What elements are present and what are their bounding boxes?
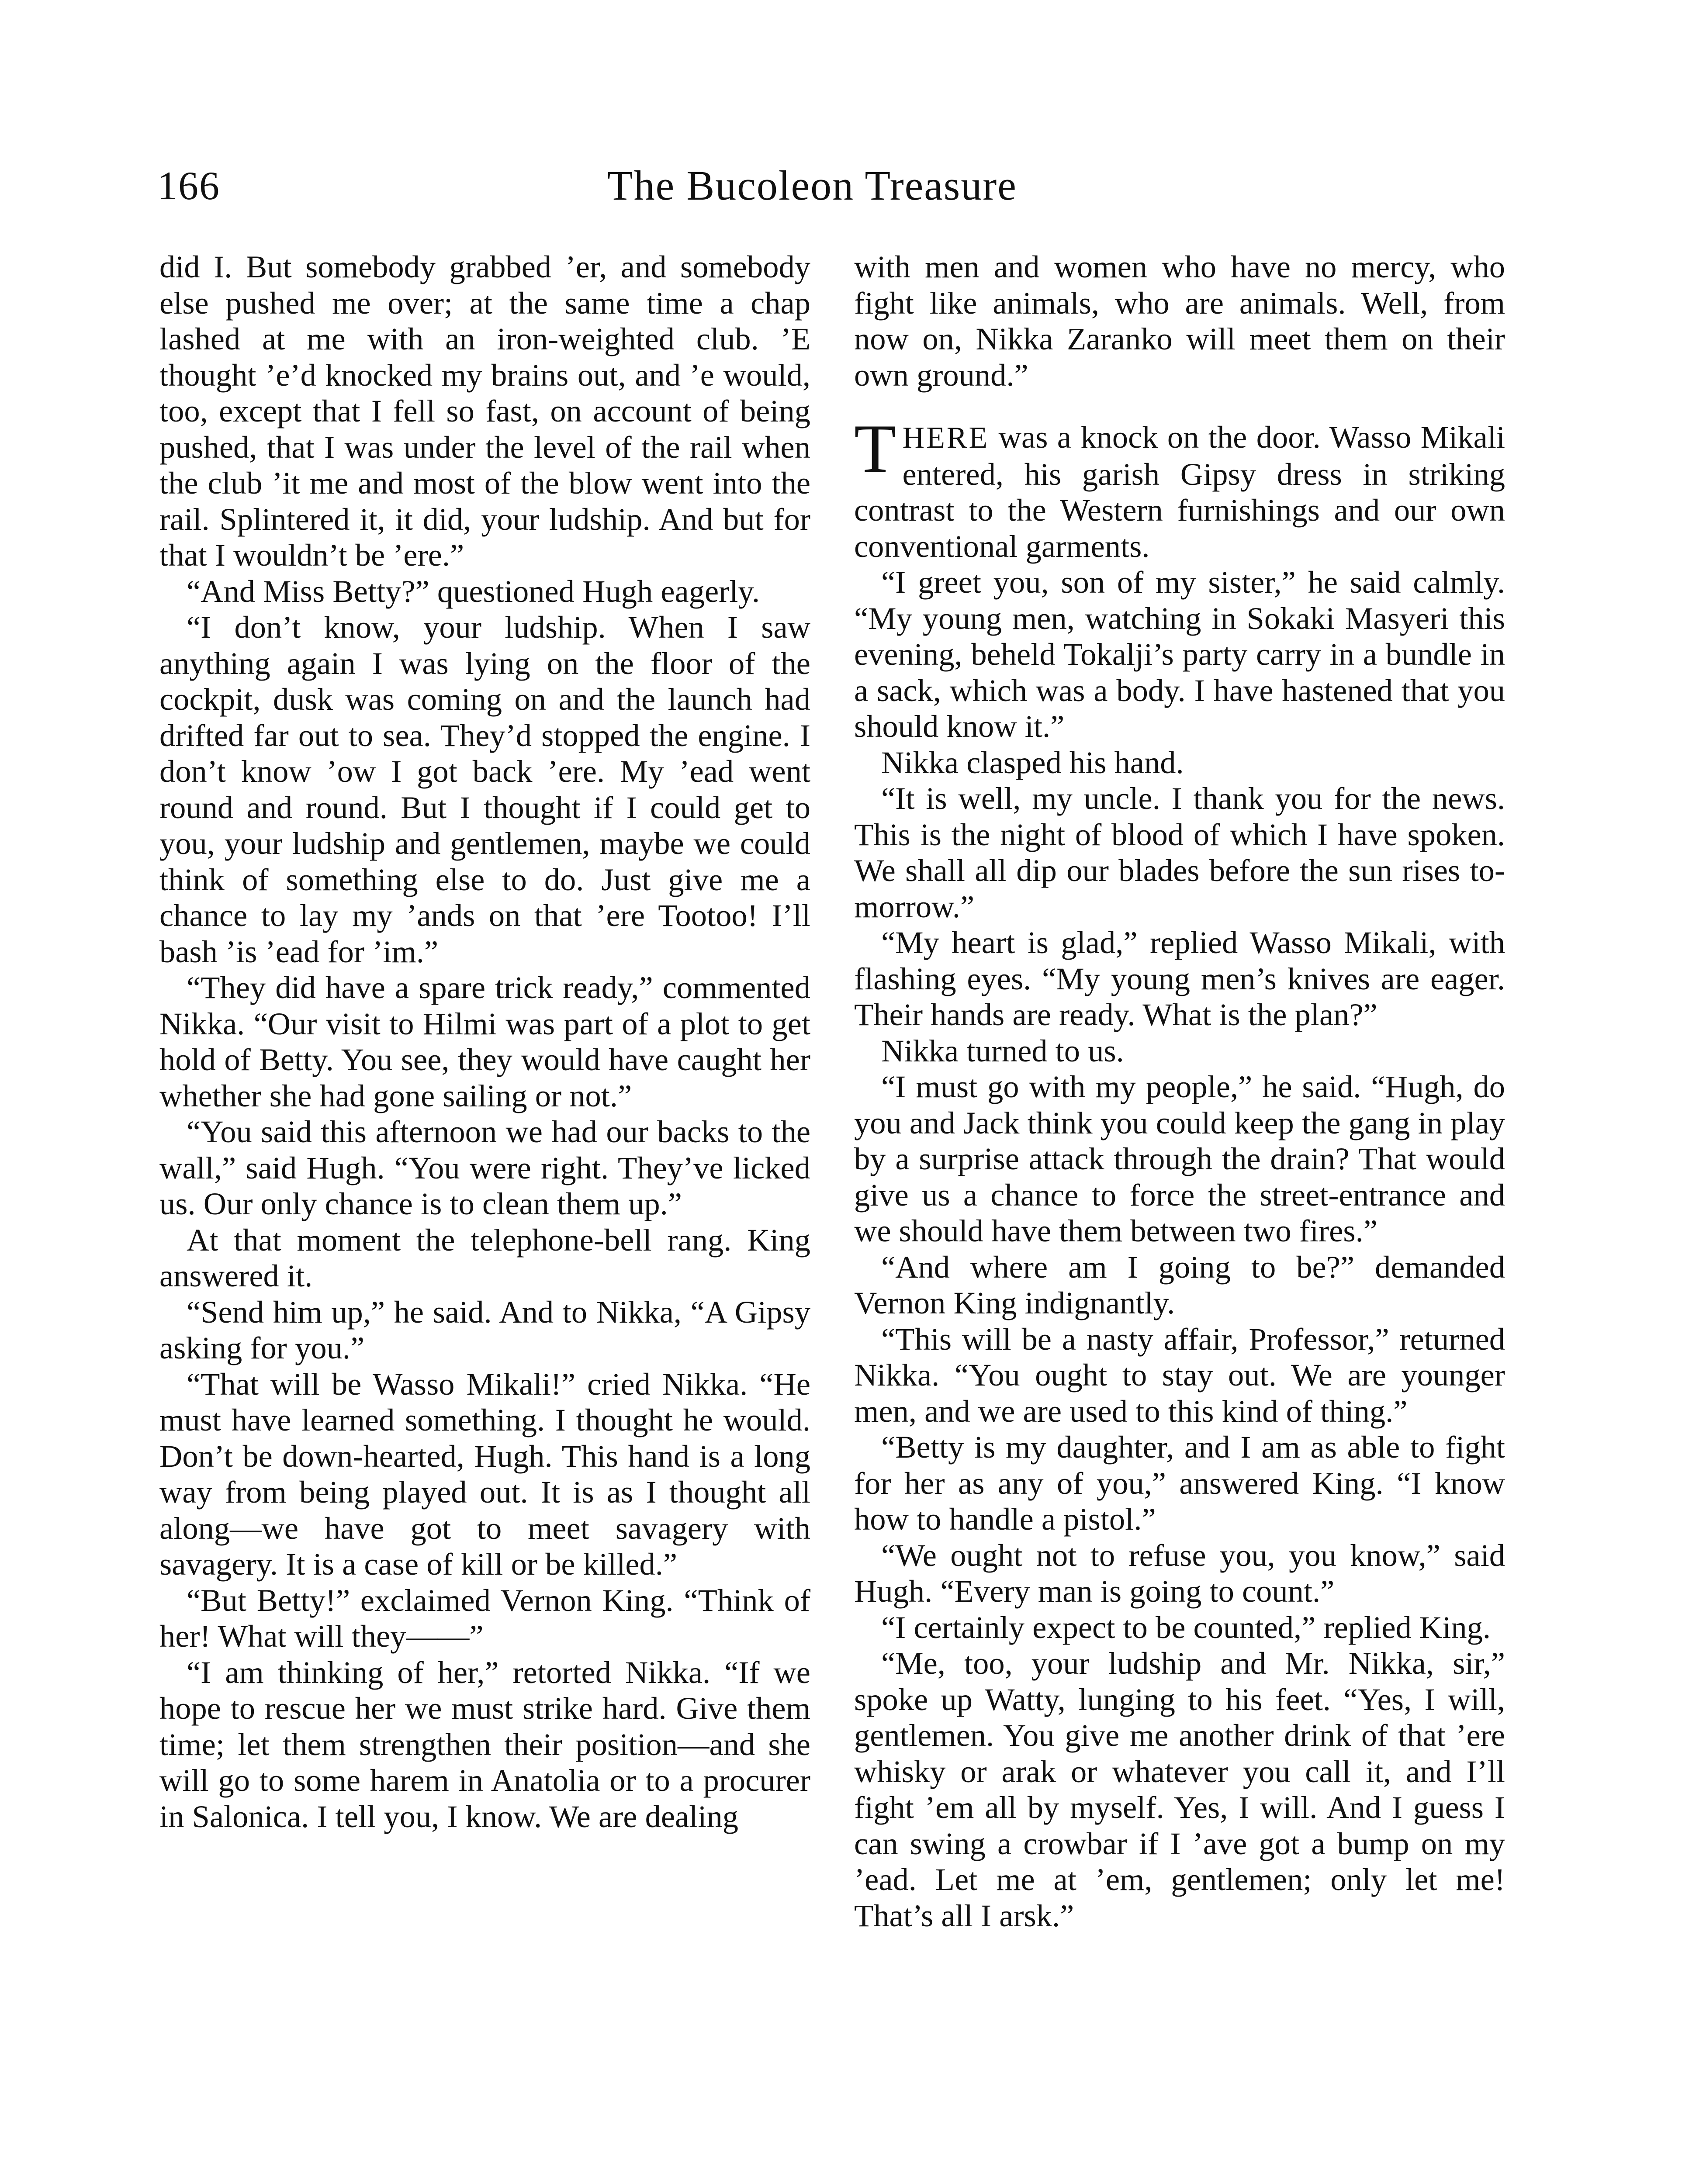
page-header (157, 155, 1079, 216)
paragraph: “My heart is glad,” replied Wasso Mikali, with flashing eyes. “My young men’s knives are eager. Their hands are ready. What is the plan?” (854, 925, 1505, 1032)
paragraph: “And Miss Betty?” questioned Hugh eagerly. (187, 573, 760, 609)
paragraph: “And where am I going to be?” demanded Vernon King indignantly. (854, 1249, 1505, 1320)
drop-cap: T (854, 411, 896, 487)
paragraph: “You said this afternoon we had our backs to the wall,” said Hugh. “You were right. They’ve licked us. Our only chance is to clean them up.” (159, 1114, 810, 1221)
section-opening-text: was a knock on the door. Wasso Mikali entered, his garish Gipsy dress in striking contrast to the Western furnishings and our own conventional garments. (854, 419, 1505, 564)
paragraph: with men and women who have no mercy, who fight like animals, who are animals. Well, from now on, Nikka Zaranko will meet them on their own ground.” (854, 249, 1505, 393)
paragraph: did I. But somebody grabbed ’er, and somebody else pushed me over; at the same time a chap lashed at me with an iron-weighted club. ’E thought ’e’d knocked my brains out, and ’e would, too, except that I fell so fast, on account of being pushed, that I was under the level of the rail when the club ’it me and most of the blow went into the rail. Splintered it, it did, your ludship. And but for that I wouldn’t be ’ere.” (159, 249, 810, 573)
left-column (159, 249, 810, 2184)
paragraph: “But Betty!” exclaimed Vernon King. “Think of her! What will they——” (159, 1582, 810, 1654)
paragraph: “I certainly expect to be counted,” replied King. (881, 1609, 1491, 1645)
paragraph: “I must go with my people,” he said. “Hugh, do you and Jack think you could keep the gang in play by a surprise attack through the drain? That would give us a chance to force the street-entrance and we should have them between two fires.” (854, 1069, 1505, 1248)
paragraph: Nikka clasped his hand. (881, 744, 1184, 780)
paragraph: “Betty is my daughter, and I am as able to fight for her as any of you,” answered King. “I know how to handle a pistol.” (854, 1429, 1505, 1537)
paragraph: “Send him up,” he said. And to Nikka, “A Gipsy asking for you.” (159, 1294, 810, 1365)
paragraph: Nikka turned to us. (881, 1033, 1124, 1068)
section-opening-paragraph (854, 411, 1505, 564)
paragraph: “That will be Wasso Mikali!” cried Nikka. “He must have learned something. I thought he would. Don’t be down-hearted, Hugh. This hand is a long way from being played out. It is as I thought all along—we have got to meet savagery with savagery. It is a case of kill or be killed.” (159, 1366, 810, 1582)
running-title: The Bucoleon Treasure (607, 162, 1017, 209)
paragraph: “I don’t know, your ludship. When I saw anything again I was lying on the floor of the cockpit, dusk was coming on and the launch had drifted far out to sea. They’d stopped the engine. I don’t know ’ow I got back ’ere. My ’ead went round and round. But I thought if I could get to you, your ludship and gentlemen, maybe we could think of something else to do. Just give me a chance to lay my ’ands on that ’ere Tootoo! I’ll bash ’is ’ead for ’im.” (159, 609, 810, 969)
paragraph: “We ought not to refuse you, you know,” said Hugh. “Every man is going to count.” (854, 1537, 1505, 1609)
paragraph: “I am thinking of her,” retorted Nikka. “If we hope to rescue her we must strike hard. Give them time; let them strengthen their position—and she will go to some harem in Anatolia or to a procurer in Salonica. I tell you, I know. We are dealing (159, 1654, 810, 1834)
paragraph: “Me, too, your ludship and Mr. Nikka, sir,” spoke up Watty, lunging to his feet. “Yes, I will, gentlemen. You give me another drink of that ’ere whisky or arak or whatever you call it, and I’ll fight ’em all by myself. Yes, I will. And I guess I can swing a crowbar if I ’ave got a bump on my ’ead. Let me at ’em, gentlemen; only let me! That’s all I arsk.” (854, 1645, 1505, 1933)
paragraph: “This will be a nasty affair, Professor,” returned Nikka. “You ought to stay out. We are younger men, and we are used to this kind of thing.” (854, 1321, 1505, 1429)
page-number: 166 (157, 163, 220, 208)
drop-cap-rest: HERE (902, 421, 990, 455)
right-column (854, 249, 1505, 2184)
paragraph: At that moment the telephone-bell rang. King answered it. (159, 1222, 810, 1293)
paragraph: “They did have a spare trick ready,” commented Nikka. “Our visit to Hilmi was part of a plot to get hold of Betty. You see, they would have caught her whether she had gone sailing or not.” (159, 970, 810, 1113)
paragraph: “I greet you, son of my sister,” he said calmly. “My young men, watching in Sokaki Masyeri this evening, beheld Tokalji’s party carry in a bundle in a sack, which was a body. I have hastened that you should know it.” (854, 564, 1505, 744)
paragraph: “It is well, my uncle. I thank you for the news. This is the night of blood of which I have spoken. We shall all dip our blades before the sun rises to-morrow.” (854, 781, 1505, 924)
